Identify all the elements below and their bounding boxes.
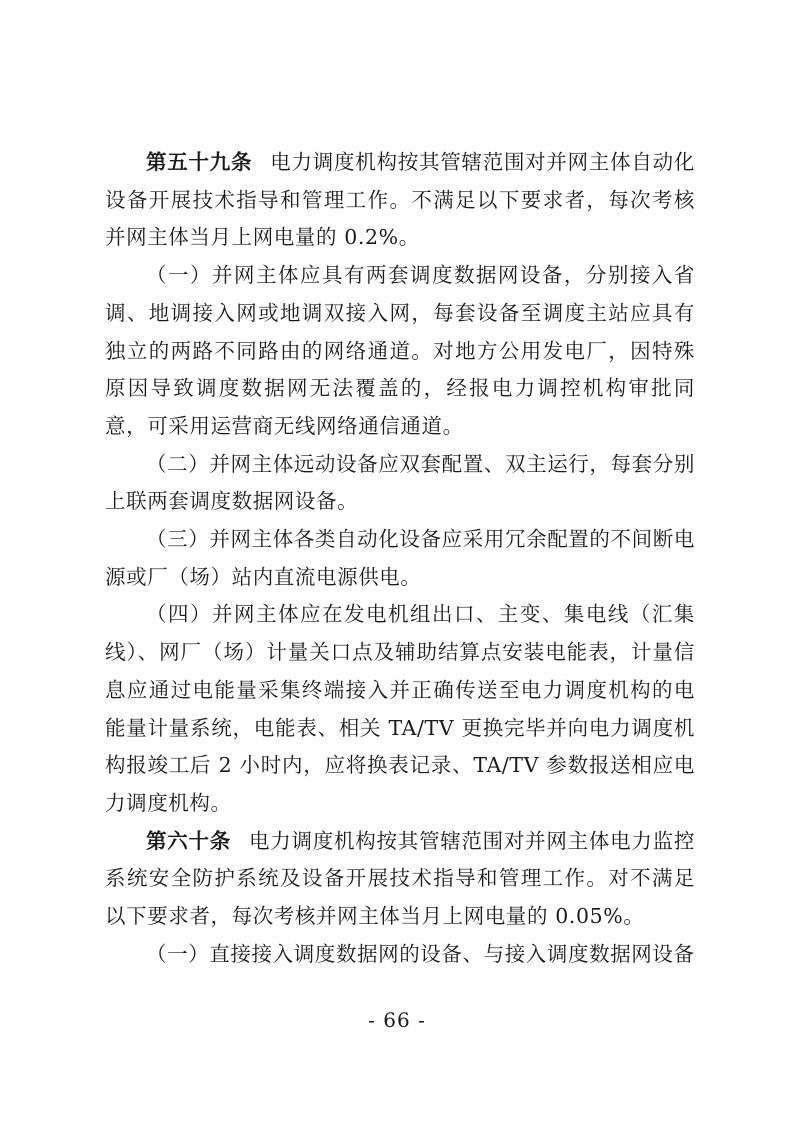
paragraph-text: （二）并网主体远动设备应双套配置、双主运行，每套分别上联两套调度数据网设备。 [105, 451, 695, 514]
paragraph-text: （四）并网主体应在发电机组出口、主变、集电线（汇集线）、网厂（场）计量关口点及辅助结算点安装电能表，计量信息应通过电能量采集终端接入并正确传送至电力调度机构的电能量计量系统，电能表、相关 TA/TV 更换完毕并向电力调度机构报竣工后 2 小时内，应将换表记录、TA/TV 参数报送相应电力调度机构。 [105, 602, 695, 815]
paragraph-item-1 [105, 257, 695, 446]
paragraph-text: （三）并网主体各类自动化设备应采用冗余配置的不间断电源或厂（场）站内直流电源供电。 [105, 527, 695, 589]
paragraph-item-4 [105, 596, 695, 822]
page-number: - 66 - [368, 1008, 426, 1032]
paragraph-item-60-1 [105, 936, 695, 974]
paragraph-text: （一）并网主体应具有两套调度数据网设备，分别接入省调、地调接入网或地调双接入网，每套设备至调度主站应具有独立的两路不同路由的网络通道。对地方公用发电厂，因特殊原因导致调度数据网无法覆盖的，经报电力调控机构审批同意，可采用运营商无线网络通信通道。 [105, 263, 695, 438]
paragraph-item-3 [105, 521, 695, 596]
paragraph-article-59 [105, 144, 695, 257]
paragraph-item-2 [105, 446, 695, 521]
article-heading: 第六十条 [146, 828, 231, 853]
document-body [105, 144, 695, 973]
paragraph-article-60 [105, 823, 695, 936]
paragraph-text: 电力调度机构按其管辖范围对并网主体自动化设备开展技术指导和管理工作。不满足以下要求者，每次考核并网主体当月上网电量的 0.2%。 [105, 150, 696, 250]
article-heading: 第五十九条 [146, 150, 253, 174]
paragraph-text: （一）直接接入调度数据网的设备、与接入调度数据网设备 [146, 941, 695, 966]
paragraph-text: 电力调度机构按其管辖范围对并网主体电力监控系统安全防护系统及设备开展技术指导和管理工作。对不满足以下要求者，每次考核并网主体当月上网电量的 0.05%。 [105, 828, 695, 929]
